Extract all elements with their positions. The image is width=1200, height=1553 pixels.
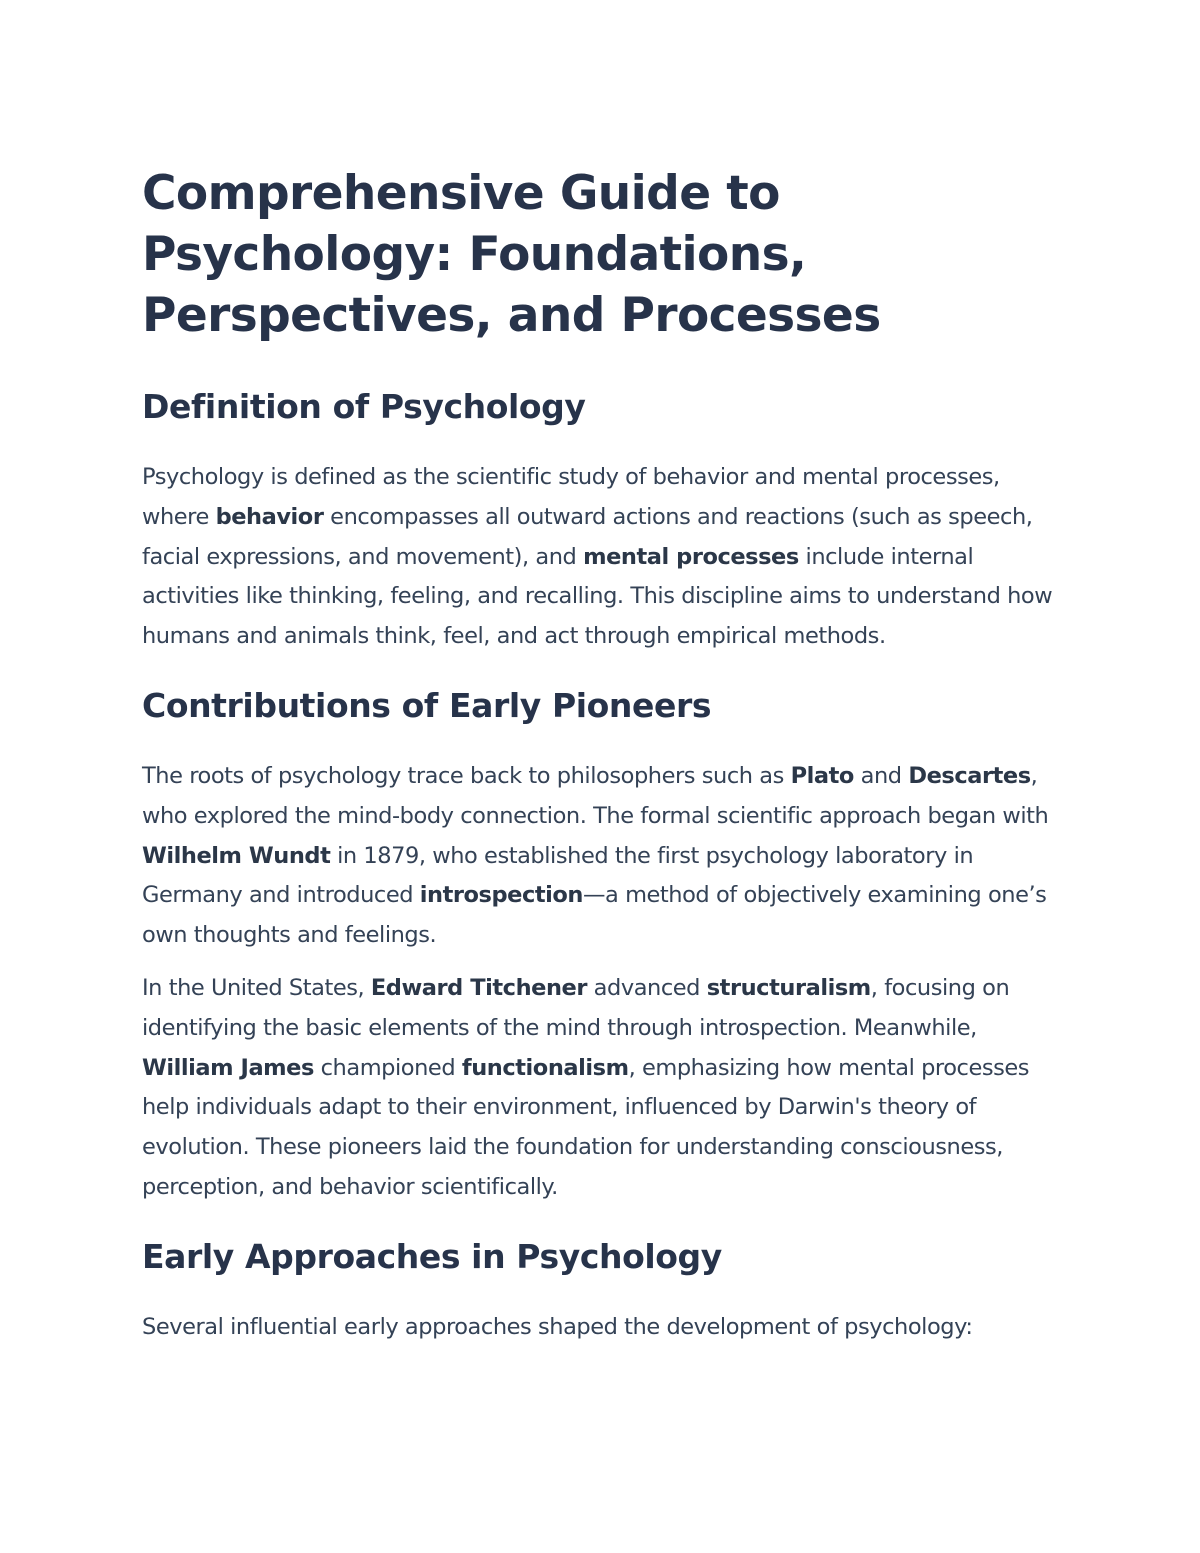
text-run: in 1879, who established the first psychology laboratory in Germany and introduced xyxy=(142,842,974,909)
text-run: encompasses all outward actions and reactions (such as speech, facial expressions, and movement), and xyxy=(142,503,1033,570)
bold-term: William James xyxy=(142,1054,314,1081)
document-sections xyxy=(142,386,1072,1348)
bold-term: Descartes xyxy=(908,762,1031,789)
text-run: championed xyxy=(313,1054,462,1081)
body-paragraph xyxy=(142,757,1072,956)
text-run: , emphasizing how mental processes help individuals adapt to their environment, influenced by Darwin's theory of evolution. These pioneers laid the foundation for understanding consciousness, perception, and behavior scientifically. xyxy=(142,1054,1030,1200)
bold-term: Wilhelm Wundt xyxy=(142,842,331,869)
text-run: , focusing on identifying the basic elements of the mind through introspection. Meanwhile, xyxy=(142,974,1010,1041)
document-section xyxy=(142,657,1072,1208)
body-paragraph xyxy=(142,1308,1072,1348)
section-heading: Early Approaches in Psychology xyxy=(142,1236,722,1276)
document-section xyxy=(142,386,1072,657)
bold-term: mental processes xyxy=(583,543,799,570)
bold-term: functionalism xyxy=(461,1054,629,1081)
body-paragraph xyxy=(142,969,1072,1208)
section-heading: Definition of Psychology xyxy=(142,387,586,426)
body-paragraph xyxy=(142,458,1072,657)
text-run: In the United States, xyxy=(142,974,371,1001)
bold-term: behavior xyxy=(215,503,324,530)
document-title: Comprehensive Guide to Psychology: Foundations, Perspectives, and Processes xyxy=(142,166,881,343)
text-run: Several influential early approaches shaped the development of psychology: xyxy=(142,1313,973,1340)
section-heading: Contributions of Early Pioneers xyxy=(142,685,712,725)
bold-term: structuralism xyxy=(706,974,871,1001)
text-run: , who explored the mind-body connection. The formal scientific approach began with xyxy=(142,762,1049,829)
text-run: —a method of objectively examining one’s own thoughts and feelings. xyxy=(142,882,1047,949)
bold-term: Edward Titchener xyxy=(370,974,587,1001)
document-page xyxy=(142,163,1072,1348)
text-run: and xyxy=(853,762,909,789)
text-run: include internal activities like thinking, feeling, and recalling. This discipline aims to understand how humans and animals think, feel, and act through empirical methods. xyxy=(142,543,1053,650)
text-run: advanced xyxy=(586,974,707,1001)
text-run: Psychology is defined as the scientific study of behavior and mental processes, where xyxy=(142,464,1000,530)
bold-term: introspection xyxy=(419,882,583,909)
bold-term: Plato xyxy=(790,762,854,789)
document-section xyxy=(142,1208,1072,1348)
text-run: The roots of psychology trace back to philosophers such as xyxy=(142,762,791,789)
